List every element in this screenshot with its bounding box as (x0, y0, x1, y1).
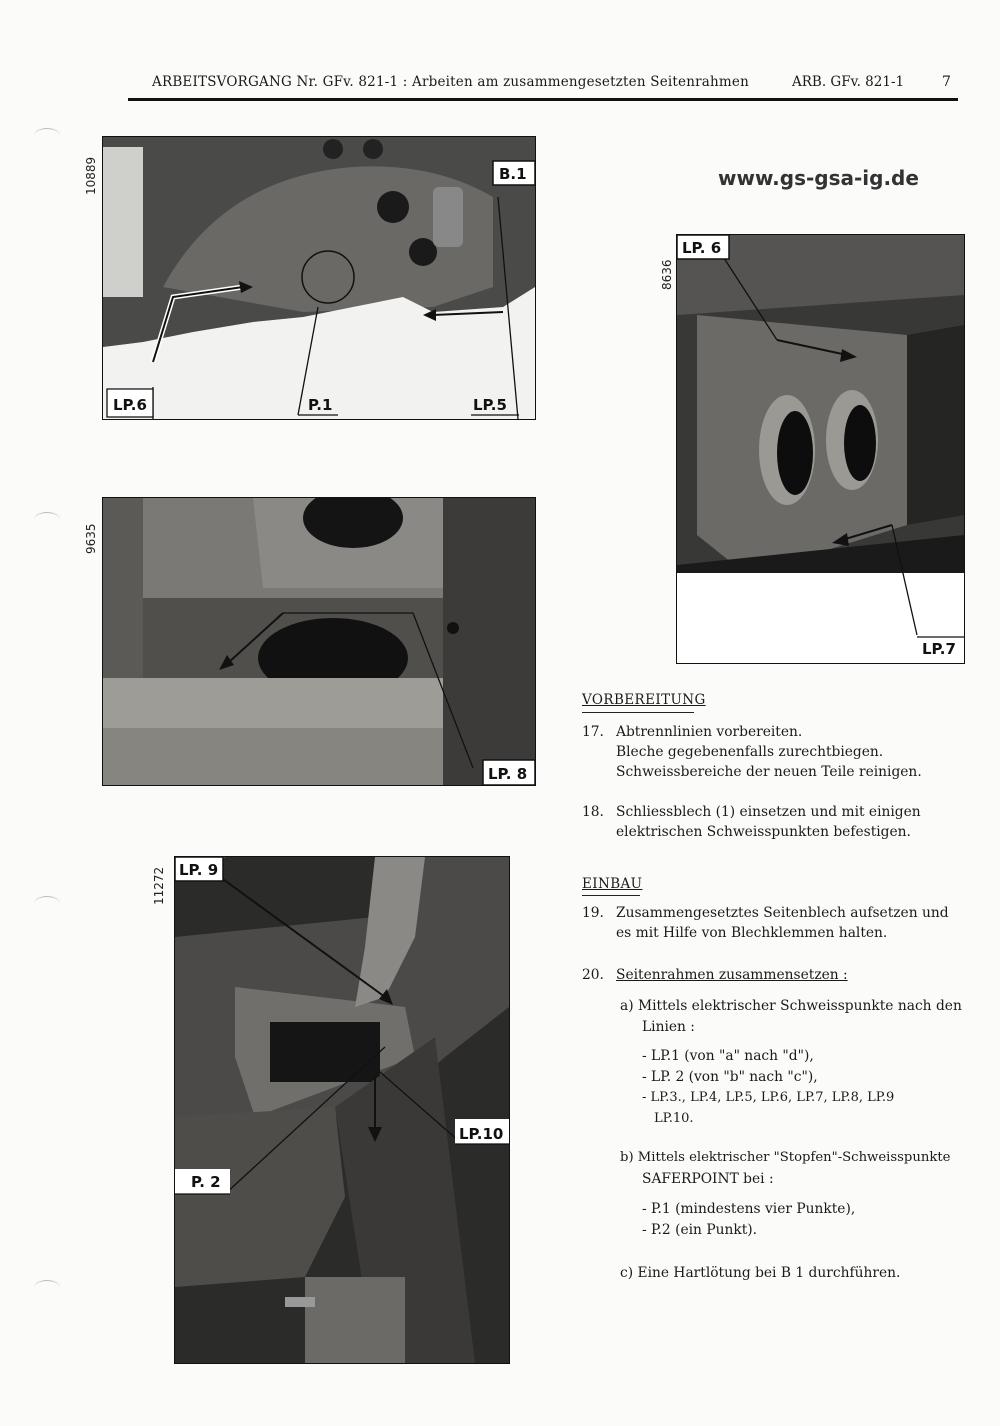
photo-8636-image (677, 235, 964, 663)
sub-c-line: c) Eine Hartlötung bei B 1 durchführen. (620, 1265, 901, 1281)
step-line: Schliessblech (1) einsetzen und mit einigen (616, 804, 921, 820)
label-lp9: LP. 9 (179, 861, 219, 879)
step-19 (582, 903, 982, 945)
step-number: 20. (582, 967, 604, 983)
label-lp10: LP.10 (459, 1125, 504, 1143)
photo-9635 (102, 497, 536, 786)
section-heading-einbau: EINBAU (582, 876, 643, 892)
sub-a-line: a) Mittels elektrischer Schweisspunkte nach den (620, 998, 962, 1014)
step-line: Bleche gegebenenfalls zurechtbiegen. (616, 744, 884, 760)
watermark-url: www.gs-gsa-ig.de (718, 166, 919, 190)
step-line: Zusammengesetztes Seitenblech aufsetzen und (616, 905, 949, 921)
step-number: 17. (582, 724, 604, 740)
sub-b-line: b) Mittels elektrischer "Stopfen"-Schweisspunkte (620, 1150, 951, 1165)
punch-mark (34, 512, 60, 527)
sub-a-item: - LP.3., LP.4, LP.5, LP.6, LP.7, LP.8, LP.9 (642, 1090, 895, 1105)
step-title: Seitenrahmen zusammensetzen : (616, 967, 848, 983)
label-lp6: LP.6 (113, 396, 147, 414)
step-20 (582, 965, 982, 987)
page-number: 7 (942, 74, 951, 90)
photo-9635-image (103, 498, 535, 785)
step-line: es mit Hilfe von Blechklemmen halten. (616, 925, 888, 941)
label-lp7: LP.7 (922, 640, 956, 658)
page-header-title: ARBEITSVORGANG Nr. GFv. 821-1 : Arbeiten am zusammengesetzten Seitenrahmen (152, 74, 750, 90)
page-header-ref: ARB. GFv. 821-1 (792, 74, 905, 90)
sub-b-line: SAFERPOINT bei : (642, 1171, 774, 1187)
label-p1: P.1 (308, 396, 333, 414)
step-number: 18. (582, 804, 604, 820)
label-lp6: LP. 6 (682, 239, 722, 257)
header-rule (128, 98, 958, 101)
punch-mark (34, 896, 60, 911)
label-p2: P. 2 (191, 1173, 221, 1191)
label-b1: B.1 (499, 165, 527, 183)
label-lp8: LP. 8 (488, 765, 528, 783)
section-heading-vorbereitung: VORBEREITUNG (582, 692, 706, 708)
sub-a-line: Linien : (642, 1019, 695, 1035)
punch-mark (34, 1280, 60, 1295)
photo-id: 10889 (84, 156, 98, 195)
step-line: elektrischen Schweisspunkten befestigen. (616, 824, 911, 840)
heading-underline (582, 712, 694, 713)
sub-a-item: - LP.1 (von "a" nach "d"), (642, 1048, 814, 1064)
label-lp5: LP.5 (473, 396, 507, 414)
step-number: 19. (582, 905, 604, 921)
step-line: Abtrennlinien vorbereiten. (616, 724, 803, 740)
sub-a-item: - LP. 2 (von "b" nach "c"), (642, 1069, 818, 1085)
sub-b-item: - P.1 (mindestens vier Punkte), (642, 1201, 856, 1217)
photo-id: 11272 (152, 866, 166, 905)
step-18 (582, 802, 982, 844)
step-17 (582, 722, 982, 784)
photo-10889 (102, 136, 536, 420)
photo-10889-image (103, 137, 535, 419)
photo-8636 (676, 234, 965, 664)
sub-a-item: LP.10. (654, 1111, 694, 1126)
photo-11272 (174, 856, 510, 1364)
photo-id: 9635 (84, 523, 98, 554)
punch-mark (34, 128, 60, 143)
heading-underline (582, 895, 640, 896)
sub-b-item: - P.2 (ein Punkt). (642, 1222, 758, 1238)
photo-11272-image (175, 857, 509, 1363)
photo-id: 8636 (660, 259, 674, 290)
step-line: Schweissbereiche der neuen Teile reinigen. (616, 764, 922, 780)
